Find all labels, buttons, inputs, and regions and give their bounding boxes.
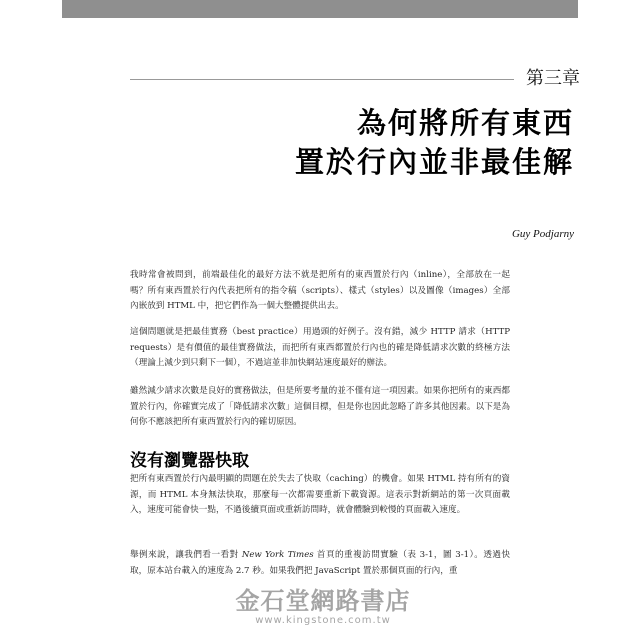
paragraph-2: 這個問題就是把最佳實務（best practice）用過頭的好例子。沒有錯，減少 HTTP 請求（HTTP requests）是有價值的最佳實務做法，而把所有東西都置於行內也的確是降低請求次數的終極方法（理論上減少到只剩下一個），不過這並非加快網站速度最好的辦法。 <box>130 327 510 369</box>
top-header-bar <box>62 0 578 18</box>
chapter-rule <box>130 79 580 80</box>
watermark-name: 金石堂網路書店 <box>235 587 411 615</box>
paragraph-5-start: 舉例來說，讓我們看一看對 <box>130 550 242 560</box>
chapter-title-line-2: 置於行內並非最佳解 <box>294 145 574 179</box>
chapter-header <box>0 66 640 92</box>
watermark-url: www.kingstone.com.tw <box>255 615 391 626</box>
paragraph-5-italic-title: New York Times <box>241 550 314 560</box>
chapter-title <box>295 104 574 182</box>
paragraph-3: 雖然減少請求次數是良好的實務做法，但是所要考量的並不僅有這一項因素。如果你把所有的東西都置於行內，你確實完成了「降低請求次數」這個目標，但是你也因此忽略了許多其他因素。以下是為何你不應該把所有東西置於行內的確切原因。 <box>130 386 510 428</box>
chapter-title-line-1: 為何將所有東西 <box>356 106 574 140</box>
paragraph-5 <box>130 548 510 579</box>
section-heading: 沒有瀏覽器快取 <box>130 451 249 471</box>
watermark <box>228 587 418 627</box>
chapter-label: 第三章 <box>514 66 580 92</box>
paragraph-1: 我時常會被問到，前端最佳化的最好方法不就是把所有的東西置於行內（inline），全部放在一起嗎？所有東西置於行內代表把所有的指令稿（scripts）、樣式（styles）以及圖像（images）全部內嵌放到 HTML 中，把它們作為一個大整體提供出去。 <box>130 270 510 312</box>
paragraph-5-end: 首頁的重複訪問實驗（表 3-1，圖 3-1）。透過快取，原本站台載入的速度為 2.7 秒。如果我們把 JavaScript 置於那個頁面的行內，重 <box>130 550 511 576</box>
paragraph-4: 把所有東西置於行內最明顯的問題在於失去了快取（caching）的機會。如果 HTML 持有所有的資源，而 HTML 本身無法快取，那麼每一次都需要重新下載資源。這表示對新網站的第一次頁面載入，速度可能會快一點，不過後續頁面或重新訪問時，就會體驗到較慢的頁面載入速度。 <box>130 474 510 516</box>
author-name: Guy Podjarny <box>511 228 574 240</box>
